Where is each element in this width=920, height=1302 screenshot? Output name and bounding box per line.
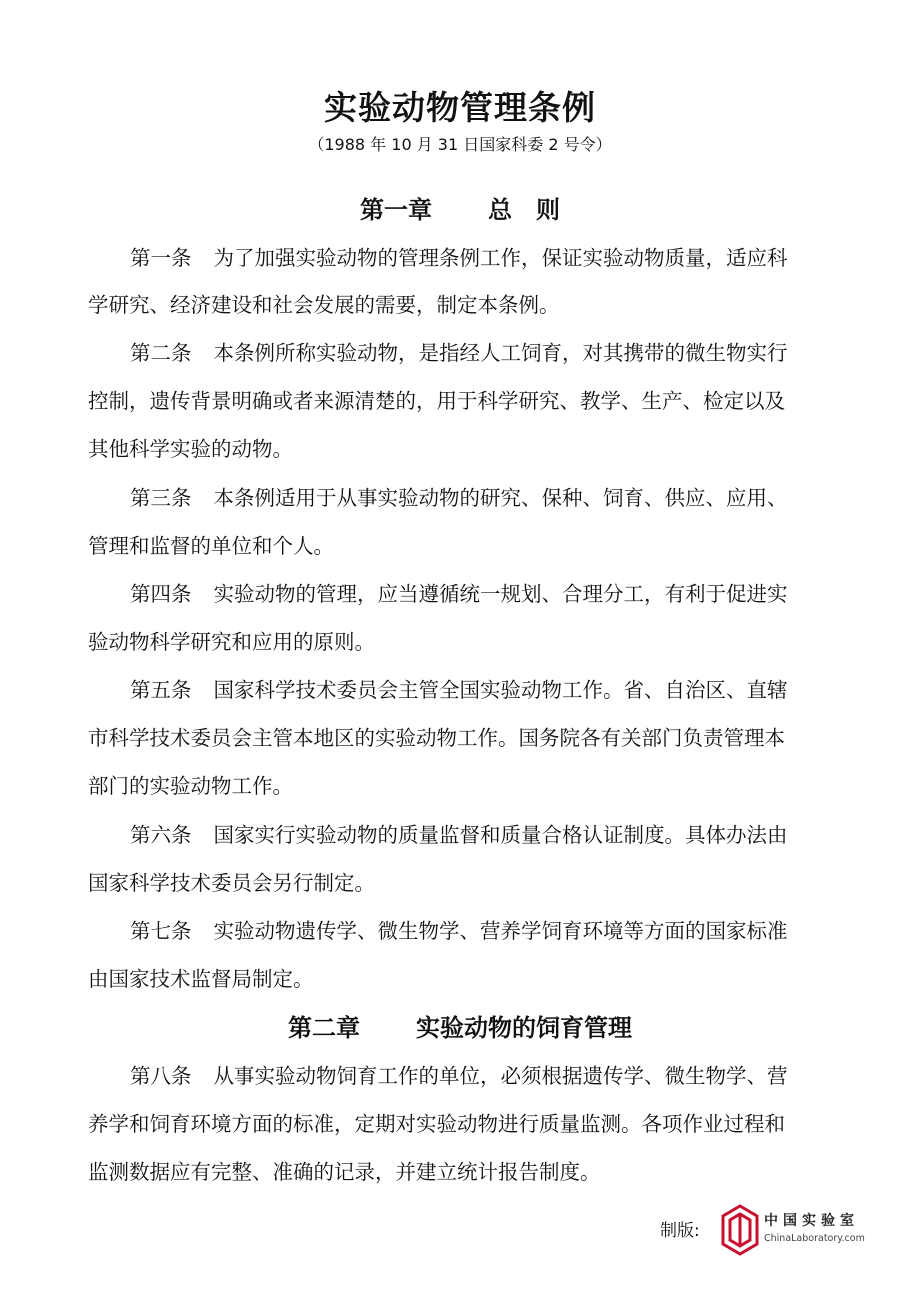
article-label: 第二条 bbox=[130, 341, 192, 365]
article-text: 为了加强实验动物的管理条例工作，保证实验动物质量，适应科 bbox=[213, 246, 788, 270]
article-text: 国家实行实验动物的质量监督和质量合格认证制度。具体办法由 bbox=[213, 823, 788, 847]
logo-text-cn: 中国实验室 bbox=[764, 1213, 859, 1229]
article-3-line-2: 管理和监督的单位和个人。 bbox=[88, 534, 334, 558]
article-8-line-2: 养学和饲育环境方面的标准，定期对实验动物进行质量监测。各项作业过程和 bbox=[88, 1112, 785, 1136]
publisher-footer bbox=[660, 1204, 880, 1256]
article-label: 第七条 bbox=[130, 919, 192, 943]
article-label: 第五条 bbox=[130, 678, 192, 702]
article-label: 第六条 bbox=[130, 823, 192, 847]
chapter-heading-1 bbox=[0, 193, 920, 227]
chapter-name: 实验动物的饲育管理 bbox=[416, 1014, 632, 1042]
article-text: 从事实验动物饲育工作的单位，必须根据遗传学、微生物学、营 bbox=[213, 1064, 788, 1088]
article-8-line-1 bbox=[130, 1061, 833, 1091]
chapter-name: 总 则 bbox=[488, 196, 560, 224]
article-4-line-2: 验动物科学研究和应用的原则。 bbox=[88, 630, 375, 654]
article-1-line-2: 学研究、经济建设和社会发展的需要，制定本条例。 bbox=[88, 293, 560, 317]
chapter-number: 第一章 bbox=[360, 196, 432, 224]
article-2-line-3: 其他科学实验的动物。 bbox=[88, 437, 293, 461]
article-1-line-1 bbox=[130, 243, 833, 273]
article-text: 本条例所称实验动物，是指经人工饲育，对其携带的微生物实行 bbox=[213, 341, 788, 365]
article-3-line-1 bbox=[130, 483, 833, 513]
article-text: 实验动物遗传学、微生物学、营养学饲育环境等方面的国家标准 bbox=[213, 919, 788, 943]
article-label: 第一条 bbox=[130, 246, 192, 270]
article-2-line-2: 控制，遗传背景明确或者来源清楚的，用于科学研究、教学、生产、检定以及 bbox=[88, 389, 785, 413]
logo-text-en: ChinaLaboratory.com bbox=[764, 1233, 865, 1244]
article-5-line-3: 部门的实验动物工作。 bbox=[88, 774, 293, 798]
article-text: 本条例适用于从事实验动物的研究、保种、饲育、供应、应用、 bbox=[213, 486, 788, 510]
article-5-line-1 bbox=[130, 675, 833, 705]
article-4-line-1 bbox=[130, 579, 833, 609]
article-8-line-3: 监测数据应有完整、准确的记录，并建立统计报告制度。 bbox=[88, 1160, 601, 1184]
chapter-number: 第二章 bbox=[288, 1014, 360, 1042]
china-laboratory-logo-icon bbox=[720, 1204, 760, 1256]
chapter-heading-2 bbox=[0, 1011, 920, 1045]
article-label: 第八条 bbox=[130, 1064, 192, 1088]
article-label: 第三条 bbox=[130, 486, 192, 510]
article-7-line-1 bbox=[130, 916, 833, 946]
article-text: 实验动物的管理，应当遵循统一规划、合理分工，有利于促进实 bbox=[213, 582, 788, 606]
document-title: 实验动物管理条例 bbox=[324, 88, 596, 127]
made-by-label: 制版: bbox=[660, 1221, 700, 1241]
article-6-line-2: 国家科学技术委员会另行制定。 bbox=[88, 871, 375, 895]
article-6-line-1 bbox=[130, 820, 833, 850]
article-label: 第四条 bbox=[130, 582, 192, 606]
article-5-line-2: 市科学技术委员会主管本地区的实验动物工作。国务院各有关部门负责管理本 bbox=[88, 726, 785, 750]
article-2-line-1 bbox=[130, 338, 833, 368]
document-subtitle: （1988 年 10 月 31 日国家科委 2 号令） bbox=[308, 135, 612, 154]
article-7-line-2: 由国家技术监督局制定。 bbox=[88, 967, 314, 991]
article-text: 国家科学技术委员会主管全国实验动物工作。省、自治区、直辖 bbox=[213, 678, 788, 702]
